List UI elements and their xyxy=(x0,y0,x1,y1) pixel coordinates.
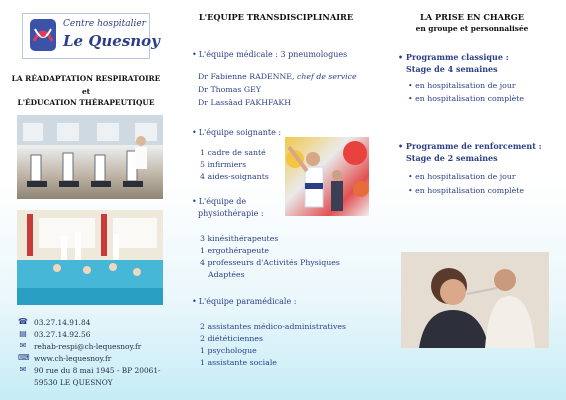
hospital-logo xyxy=(22,13,160,59)
email-link[interactable]: rehab-respi@ch-lequesnoy.fr xyxy=(34,342,142,351)
logo-line-1: Centre hospitalier xyxy=(63,19,146,29)
program-reinforcement-duration: Stage de 2 semaines xyxy=(406,153,498,163)
nurse-photo xyxy=(285,137,369,216)
fax-icon: ▤ xyxy=(19,329,27,338)
paramedical-item: 2 assistantes médico-administratives xyxy=(200,322,347,331)
program-classic-item: • en hospitalisation complète xyxy=(408,94,524,103)
program-reinforcement-item: • en hospitalisation de jour xyxy=(408,172,516,181)
physio-team-title-2: physiothérapie : xyxy=(198,209,264,218)
doctor-2: Dr Thomas GEY xyxy=(198,85,261,94)
program-reinforcement-title: • Programme de renforcement : xyxy=(398,141,542,151)
left-title-1: LA RÉADAPTATION RESPIRATOIRE xyxy=(11,74,161,83)
nursing-item: 5 infirmiers xyxy=(200,160,247,169)
program-classic-item: • en hospitalisation de jour xyxy=(408,81,516,90)
physio-team-title: • L'équipe de xyxy=(192,197,247,206)
care-subheading: en groupe et personnalisée xyxy=(415,24,529,33)
mail-icon: ✉ xyxy=(19,365,27,374)
left-title-2: et xyxy=(81,87,91,96)
team-heading: L'EQUIPE TRANSDISCIPLINAIRE xyxy=(198,12,354,22)
gym-photo xyxy=(17,115,163,199)
nursing-team-title: • L'équipe soignante : xyxy=(192,128,282,137)
medical-team-title: • L'équipe médicale : 3 pneumologues xyxy=(192,50,348,59)
physio-item: Adaptées xyxy=(208,270,245,279)
nursing-item: 1 cadre de santé xyxy=(200,148,266,157)
breathing-exercise-photo xyxy=(401,252,549,348)
pool-photo xyxy=(17,210,163,305)
paramedical-item: 1 assistante sociale xyxy=(200,358,277,367)
doctor-1: Dr Fabienne RADENNE, chef de service xyxy=(198,72,357,81)
web-icon: ⌨ xyxy=(18,353,30,362)
program-classic-duration: Stage de 4 semaines xyxy=(406,64,498,74)
program-classic-title: • Programme classique : xyxy=(398,52,509,62)
physio-item: 4 professeurs d'Activités Physiques xyxy=(200,258,340,267)
physio-item: 3 kinésithérapeutes xyxy=(200,234,279,243)
paramedical-team-title: • L'équipe paramédicale : xyxy=(192,297,297,306)
physio-item: 1 ergothérapeute xyxy=(200,246,269,255)
logo-line-2: Le Quesnoy xyxy=(63,32,160,50)
logo-emblem-icon xyxy=(28,17,58,53)
care-heading: LA PRISE EN CHARGE xyxy=(420,12,524,22)
paramedical-item: 2 diététiciennes xyxy=(200,334,264,343)
nursing-item: 4 aides-soignants xyxy=(200,172,269,181)
left-panel: Centre hospitalier Le Quesnoy LA RÉADAPTATION RESPIRATOIRE et L'ÉDUCATION THÉRAPEUTIQUE ☎ 03.27.14.91.84 ▤ 03.27.14.92.56 ✉ rehab-respi@ch-lequesnoy.fr ⌨ www.ch-lequesnoy.fr ✉ 90 rue du 8 mai 1945 - BP 20061- 59530 LE QUESNOY xyxy=(0,0,172,400)
program-reinforcement-item: • en hospitalisation complète xyxy=(408,186,524,195)
paramedical-item: 1 psychologue xyxy=(200,346,257,355)
doctor-3: Dr Lassâad FAKHFAKH xyxy=(198,98,292,107)
phone-icon: ☎ xyxy=(18,317,28,326)
email-icon: ✉ xyxy=(19,341,27,350)
left-title-3: L'ÉDUCATION THÉRAPEUTIQUE xyxy=(17,98,155,107)
website-link[interactable]: www.ch-lequesnoy.fr xyxy=(34,354,112,363)
